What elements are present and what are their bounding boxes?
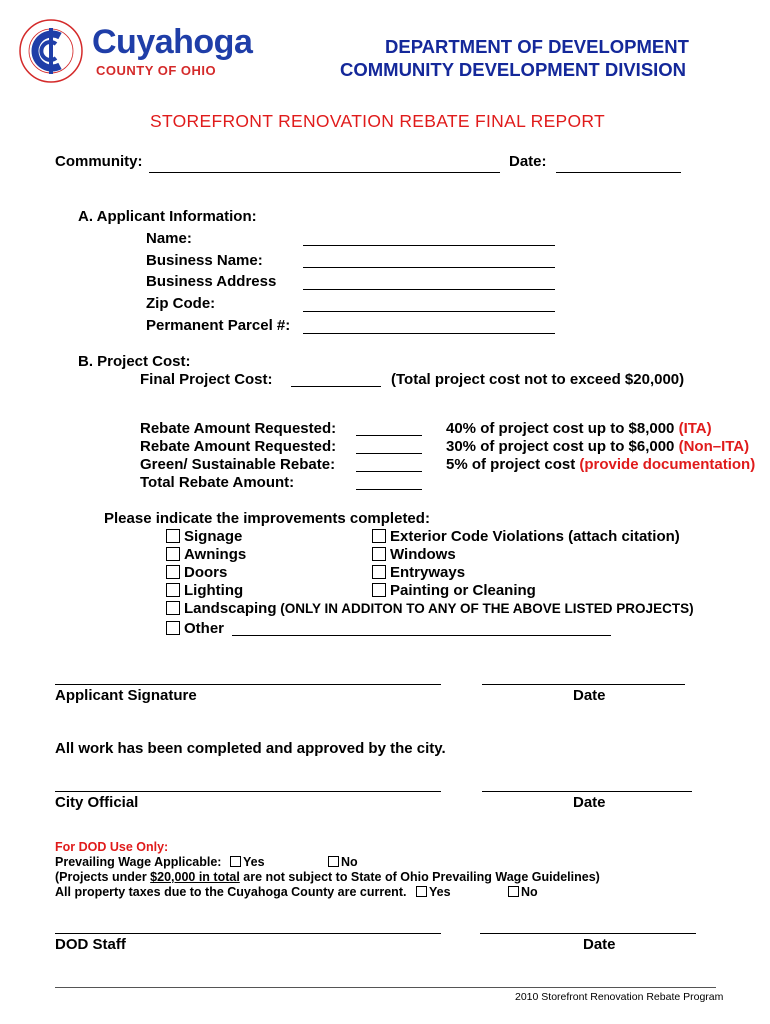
rebate-non-ita-field[interactable] <box>356 453 422 454</box>
section-b-heading: B. Project Cost: <box>78 353 191 370</box>
applicant-date-label: Date <box>573 687 606 704</box>
rebate-ita-desc-text: 40% of project cost up to $8,000 <box>446 420 679 437</box>
final-cost-field[interactable] <box>291 386 381 387</box>
business-name-label: Business Name: <box>146 252 263 269</box>
applicant-date-line[interactable] <box>482 684 685 685</box>
prevailing-wage-note <box>55 870 600 884</box>
dod-staff-signature-line[interactable] <box>55 933 441 934</box>
green-rebate-field[interactable] <box>356 471 422 472</box>
city-official-date-label: Date <box>573 794 606 811</box>
documentation-note: (provide documentation) <box>579 456 756 473</box>
city-official-date-line[interactable] <box>482 791 692 792</box>
painting-label: Painting or Cleaning <box>390 582 536 599</box>
other-label: Other <box>184 620 225 637</box>
prevailing-yes-checkbox[interactable] <box>230 856 241 867</box>
zip-code-label: Zip Code: <box>146 295 216 312</box>
windows-checkbox[interactable] <box>372 547 386 561</box>
lighting-checkbox[interactable] <box>166 583 180 597</box>
property-taxes-label: All property taxes due to the Cuyahoga County are current. <box>55 885 407 899</box>
rebate-ita-field[interactable] <box>356 435 422 436</box>
total-rebate-label: Total Rebate Amount: <box>140 474 295 491</box>
business-name-field[interactable] <box>303 267 555 268</box>
dod-staff-date-label: Date <box>583 936 616 953</box>
date-field[interactable] <box>556 172 681 173</box>
final-cost-label: Final Project Cost: <box>140 371 273 388</box>
landscaping-label <box>184 600 694 617</box>
non-ita-note: (Non–ITA) <box>678 438 750 455</box>
improvements-heading: Please indicate the improvements completed: <box>104 510 430 527</box>
business-address-label: Business Address <box>146 273 277 290</box>
prevailing-no-label: No <box>341 855 358 869</box>
rebate-non-ita-desc <box>446 438 749 455</box>
parcel-field[interactable] <box>303 333 555 334</box>
code-violations-label: Exterior Code Violations (attach citation) <box>390 528 680 545</box>
landscaping-checkbox[interactable] <box>166 601 180 615</box>
parcel-label: Permanent Parcel #: <box>146 317 291 334</box>
doors-label: Doors <box>184 564 228 581</box>
total-rebate-field[interactable] <box>356 489 422 490</box>
community-label: Community: <box>55 153 143 170</box>
footer-text: 2010 Storefront Renovation Rebate Program <box>515 991 724 1003</box>
name-field[interactable] <box>303 245 555 246</box>
applicant-signature-label: Applicant Signature <box>55 687 197 704</box>
footer-rule <box>55 987 716 988</box>
awnings-label: Awnings <box>184 546 247 563</box>
dod-staff-date-line[interactable] <box>480 933 696 934</box>
green-rebate-desc-text: 5% of project cost <box>446 456 580 473</box>
prevailing-yes-label: Yes <box>243 855 265 869</box>
landscaping-text: Landscaping <box>184 600 277 617</box>
code-violations-checkbox[interactable] <box>372 529 386 543</box>
other-checkbox[interactable] <box>166 621 180 635</box>
painting-checkbox[interactable] <box>372 583 386 597</box>
name-label: Name: <box>146 230 192 247</box>
county-seal-icon <box>18 18 84 84</box>
prevailing-wage-label: Prevailing Wage Applicable: <box>55 855 222 869</box>
signage-label: Signage <box>184 528 243 545</box>
taxes-yes-checkbox[interactable] <box>416 886 427 897</box>
prevailing-no-checkbox[interactable] <box>328 856 339 867</box>
final-cost-note: (Total project cost not to exceed $20,000) <box>391 371 685 388</box>
entryways-label: Entryways <box>390 564 466 581</box>
taxes-no-label: No <box>521 885 538 899</box>
rebate-ita-desc <box>446 420 712 437</box>
landscaping-note: (ONLY IN ADDITON TO ANY OF THE ABOVE LISTED PROJECTS) <box>276 601 694 616</box>
date-label: Date: <box>509 153 547 170</box>
green-rebate-label: Green/ Sustainable Rebate: <box>140 456 336 473</box>
completion-statement: All work has been completed and approved by the city. <box>55 740 446 757</box>
business-address-field[interactable] <box>303 289 555 290</box>
signage-checkbox[interactable] <box>166 529 180 543</box>
doors-checkbox[interactable] <box>166 565 180 579</box>
section-a-heading: A. Applicant Information: <box>78 208 257 225</box>
department-heading: DEPARTMENT OF DEVELOPMENT <box>385 36 689 57</box>
rebate-ita-label: Rebate Amount Requested: <box>140 420 337 437</box>
taxes-yes-label: Yes <box>429 885 451 899</box>
taxes-no-checkbox[interactable] <box>508 886 519 897</box>
note-suffix: are not subject to State of Ohio Prevailing Wage Guidelines) <box>239 870 600 884</box>
lighting-label: Lighting <box>184 582 244 599</box>
rebate-non-ita-desc-text: 30% of project cost up to $6,000 <box>446 438 679 455</box>
city-official-label: City Official <box>55 794 139 811</box>
entryways-checkbox[interactable] <box>372 565 386 579</box>
logo-subtitle: COUNTY OF OHIO <box>96 63 217 78</box>
awnings-checkbox[interactable] <box>166 547 180 561</box>
logo-name: Cuyahoga <box>92 23 253 61</box>
rebate-non-ita-label: Rebate Amount Requested: <box>140 438 337 455</box>
ita-note: (ITA) <box>678 420 712 437</box>
dod-heading: For DOD Use Only: <box>55 840 169 854</box>
note-prefix: (Projects under <box>55 870 151 884</box>
applicant-signature-line[interactable] <box>55 684 441 685</box>
zip-code-field[interactable] <box>303 311 555 312</box>
green-rebate-desc <box>446 456 755 473</box>
page-title: STOREFRONT RENOVATION REBATE FINAL REPORT <box>150 111 606 131</box>
division-heading: COMMUNITY DEVELOPMENT DIVISION <box>340 59 687 80</box>
community-field[interactable] <box>149 172 500 173</box>
other-field[interactable] <box>232 635 611 636</box>
city-official-signature-line[interactable] <box>55 791 441 792</box>
dod-staff-label: DOD Staff <box>55 936 126 953</box>
note-amount: $20,000 in total <box>150 870 240 884</box>
windows-label: Windows <box>390 546 456 563</box>
